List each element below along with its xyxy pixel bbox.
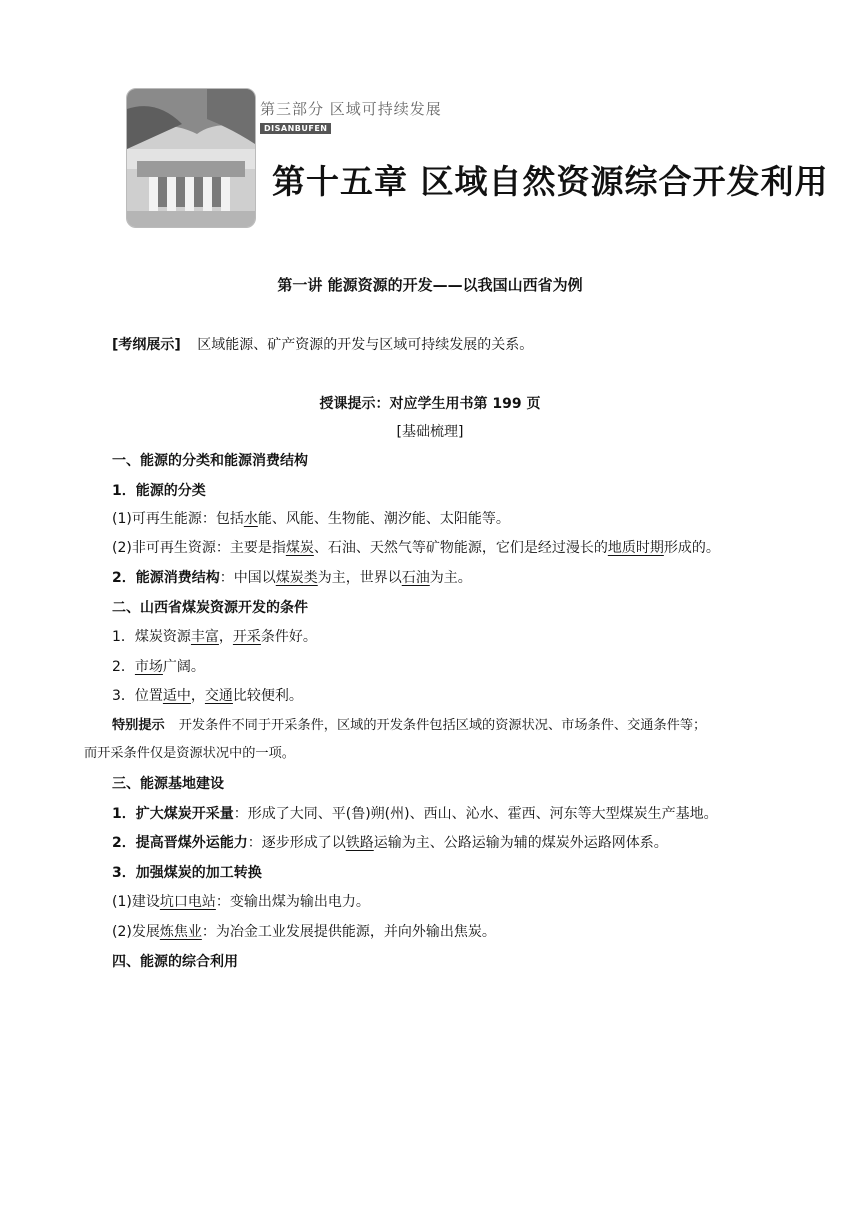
s1-item1-title xyxy=(112,481,206,501)
chapter-banner xyxy=(126,88,829,228)
s3-item3a xyxy=(112,892,370,912)
blank-answer: 地质时期 xyxy=(607,540,664,556)
text: (1)可再生能源：包括 xyxy=(112,511,244,527)
s2-item3 xyxy=(112,686,303,706)
text: (2)发展 xyxy=(112,924,160,940)
text: 广阔。 xyxy=(162,659,205,675)
syllabus-label: [考纲展示] xyxy=(112,337,181,353)
text: 形成的。 xyxy=(663,540,720,556)
s1-item1-label: 1．能源的分类 xyxy=(112,483,206,499)
text: 2． xyxy=(112,659,135,675)
special-tip-label: 特别提示 xyxy=(112,718,165,733)
s2-item2 xyxy=(112,657,205,677)
heading-1: 一、能源的分类和能源消费结构 xyxy=(112,453,308,469)
s3-item3-title: 3．加强煤炭的加工转换 xyxy=(112,865,262,881)
text: (1)建设 xyxy=(112,894,160,910)
dam-illustration xyxy=(127,89,255,227)
s1-item2 xyxy=(112,568,472,588)
text: (2)非可再生资源：主要是指 xyxy=(112,540,286,556)
blank-answer: 丰富 xyxy=(190,629,219,645)
s3-item2 xyxy=(112,833,668,853)
blank-answer: 煤炭 xyxy=(285,540,314,556)
special-tip-line1 xyxy=(112,716,706,736)
text: 为主。 xyxy=(429,570,472,586)
lecture-title: 第一讲 能源资源的开发——以我国山西省为例 xyxy=(277,276,583,294)
text: ， xyxy=(190,688,205,704)
text: 3．位置 xyxy=(112,688,163,704)
blank-answer: 开采 xyxy=(232,629,261,645)
blank-answer: 石油 xyxy=(401,570,430,586)
blank-answer: 交通 xyxy=(204,688,233,704)
text: 、石油、天然气等矿物能源，它们是经过漫长的 xyxy=(313,540,608,556)
text: ：形成了大同、平(鲁)朔(州)、西山、沁水、霍西、河东等大型煤炭生产基地。 xyxy=(233,806,718,822)
special-tip-line2: 而开采条件仅是资源状况中的一项。 xyxy=(84,746,295,761)
special-tip-text: 开发条件不同于开采条件，区域的开发条件包括区域的资源状况、市场条件、交通条件等； xyxy=(178,718,707,733)
text: 条件好。 xyxy=(260,629,317,645)
text: 比较便利。 xyxy=(232,688,303,704)
blank-answer: 水 xyxy=(243,511,258,527)
part-title: 第三部分 区域可持续发展 xyxy=(260,100,442,118)
blank-answer: 铁路 xyxy=(345,835,374,851)
s3-item3b xyxy=(112,922,496,942)
text: 为主，世界以 xyxy=(317,570,402,586)
text: ：变输出煤为输出电力。 xyxy=(215,894,370,910)
part-pinyin: DISANBUFEN xyxy=(260,123,331,134)
s3-item2-label: 2．提高晋煤外运能力 xyxy=(112,835,248,851)
chapter-title: 第十五章 区域自然资源综合开发利用 xyxy=(272,162,829,201)
s1-item1a xyxy=(112,509,510,529)
text: 1．煤炭资源 xyxy=(112,629,191,645)
text: 能、风能、生物能、潮汐能、太阳能等。 xyxy=(257,511,510,527)
s1-item1b xyxy=(112,538,720,558)
s2-item1 xyxy=(112,627,317,647)
syllabus-text: 区域能源、矿产资源的开发与区域可持续发展的关系。 xyxy=(197,337,534,353)
blank-answer: 炼焦业 xyxy=(159,924,202,940)
heading-4: 四、能源的综合利用 xyxy=(112,954,238,970)
blank-answer: 煤炭类 xyxy=(275,570,318,586)
s1-item2-label: 2．能源消费结构 xyxy=(112,570,220,586)
s3-item1 xyxy=(112,804,718,824)
text: ， xyxy=(218,629,233,645)
text: 运输为主、公路运输为辅的煤炭外运路网体系。 xyxy=(373,835,668,851)
blank-answer: 坑口电站 xyxy=(159,894,216,910)
section-label: [基础梳理] xyxy=(396,424,464,440)
text: ：逐步形成了以 xyxy=(247,835,346,851)
syllabus-line xyxy=(112,335,533,355)
s3-item1-label: 1．扩大煤炭开采量 xyxy=(112,806,234,822)
text: ：为冶金工业发展提供能源，并向外输出焦炭。 xyxy=(201,924,496,940)
heading-2: 二、山西省煤炭资源开发的条件 xyxy=(112,600,308,616)
blank-answer: 市场 xyxy=(134,659,163,675)
text: ：中国以 xyxy=(219,570,276,586)
blank-answer: 适中 xyxy=(162,688,191,704)
dam-photo xyxy=(126,88,256,228)
heading-3: 三、能源基地建设 xyxy=(112,776,224,792)
lesson-tip: 授课提示：对应学生用书第 199 页 xyxy=(319,396,541,412)
